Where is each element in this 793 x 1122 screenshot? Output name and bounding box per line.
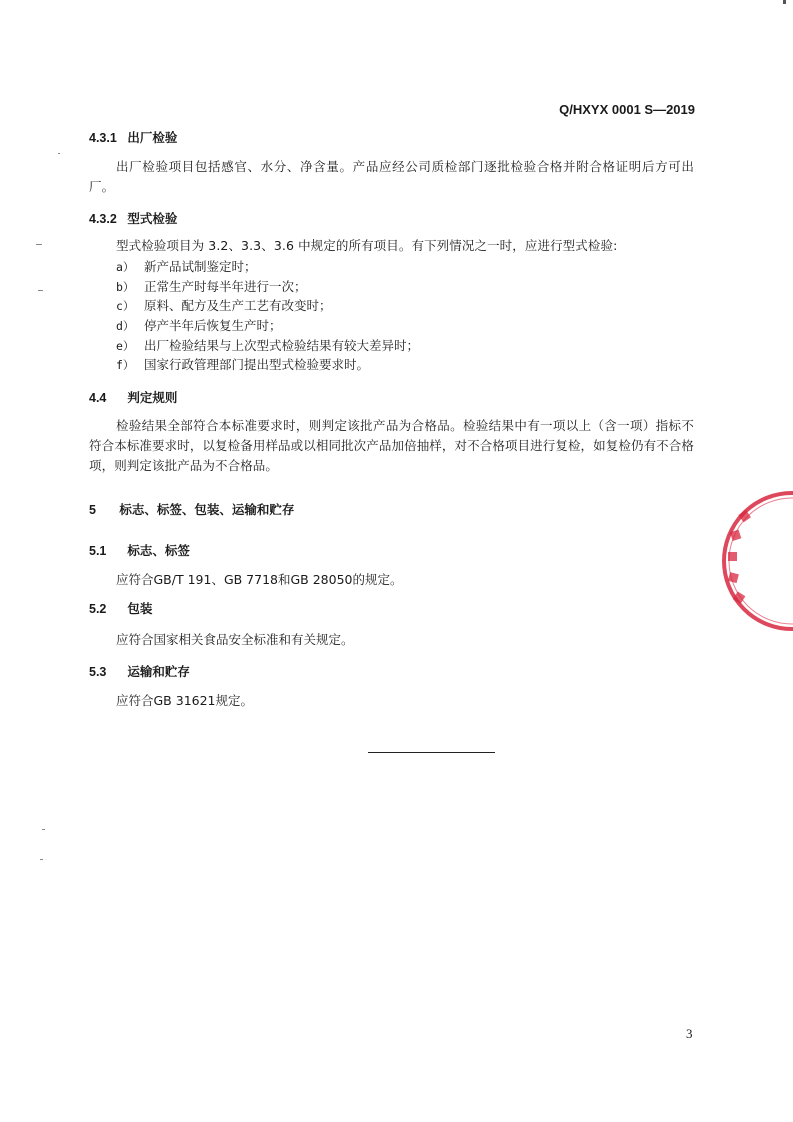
scan-speck — [38, 290, 43, 291]
section-number: 5.1 — [89, 544, 107, 558]
end-of-document-rule — [368, 752, 495, 753]
section-4-3-2-intro: 型式检验项目为 3.2、3.3、3.6 中规定的所有项目。有下列情况之一时，应进行型式检验: — [116, 238, 618, 253]
section-5-3-text: 应符合GB 31621规定。 — [116, 693, 253, 708]
list-item: e） 出厂检验结果与上次型式检验结果有较大差异时； — [116, 337, 420, 353]
section-title: 出厂检验 — [127, 130, 178, 145]
section-4-3-1-text: 出厂检验项目包括感官、水分、净含量。产品应经公司质检部门逐批检验合格并附合格证明后方可出厂。 — [89, 159, 694, 194]
section-5-2-heading — [89, 599, 152, 617]
section-title: 包装 — [127, 601, 153, 616]
scan-speck — [36, 244, 42, 245]
scan-speck — [783, 0, 786, 4]
list-item: a） 新产品试制鉴定时； — [116, 259, 257, 274]
section-title: 型式检验 — [127, 211, 178, 226]
section-number: 4.3.1 — [89, 131, 117, 145]
list-item: d） 停产半年后恢复生产时； — [116, 318, 282, 334]
section-title: 判定规则 — [127, 390, 178, 405]
section-5-3-heading — [89, 662, 190, 680]
section-number: 5 — [89, 503, 96, 517]
section-5-1-text: 应符合GB/T 191、GB 7718和GB 28050的规定。 — [116, 572, 403, 587]
inspection-conditions-list — [116, 257, 419, 375]
section-5-heading — [89, 500, 294, 518]
list-item: b） 正常生产时每半年进行一次； — [116, 278, 307, 294]
section-title: 标志、标签 — [127, 543, 190, 558]
scan-speck — [40, 859, 43, 860]
section-number: 4.3.2 — [89, 212, 117, 226]
page-number: 3 — [686, 1026, 693, 1041]
list-item: f） 国家行政管理部门提出型式检验要求时。 — [116, 357, 370, 373]
section-number: 5.3 — [89, 665, 107, 679]
section-4-4-text: 检验结果全部符合本标准要求时，则判定该批产品为合格品。检验结果中有一项以上（含一项）指标不符合本标准要求时，以复检备用样品或以相同批次产品加倍抽样，对不合格项目进行复检，如复检仍有不合格项，则判定该批产品为不合格品。 — [89, 418, 694, 473]
scan-speck — [42, 829, 45, 830]
company-seal-stamp — [700, 486, 793, 636]
section-4-4-heading — [89, 388, 177, 406]
scan-speck — [58, 153, 60, 154]
section-title: 标志、标签、包装、运输和贮存 — [119, 502, 295, 517]
section-4-3-1-heading — [89, 128, 177, 146]
standard-code: Q/HXYX 0001 S—2019 — [559, 102, 695, 117]
section-title: 运输和贮存 — [127, 664, 190, 679]
section-number: 4.4 — [89, 391, 107, 405]
section-4-3-2-heading — [89, 209, 177, 227]
section-number: 5.2 — [89, 602, 107, 616]
section-5-1-heading — [89, 541, 190, 559]
list-item: c） 原料、配方及生产工艺有改变时； — [116, 298, 332, 314]
section-5-2-text: 应符合国家相关食品安全标准和有关规定。 — [116, 632, 354, 647]
